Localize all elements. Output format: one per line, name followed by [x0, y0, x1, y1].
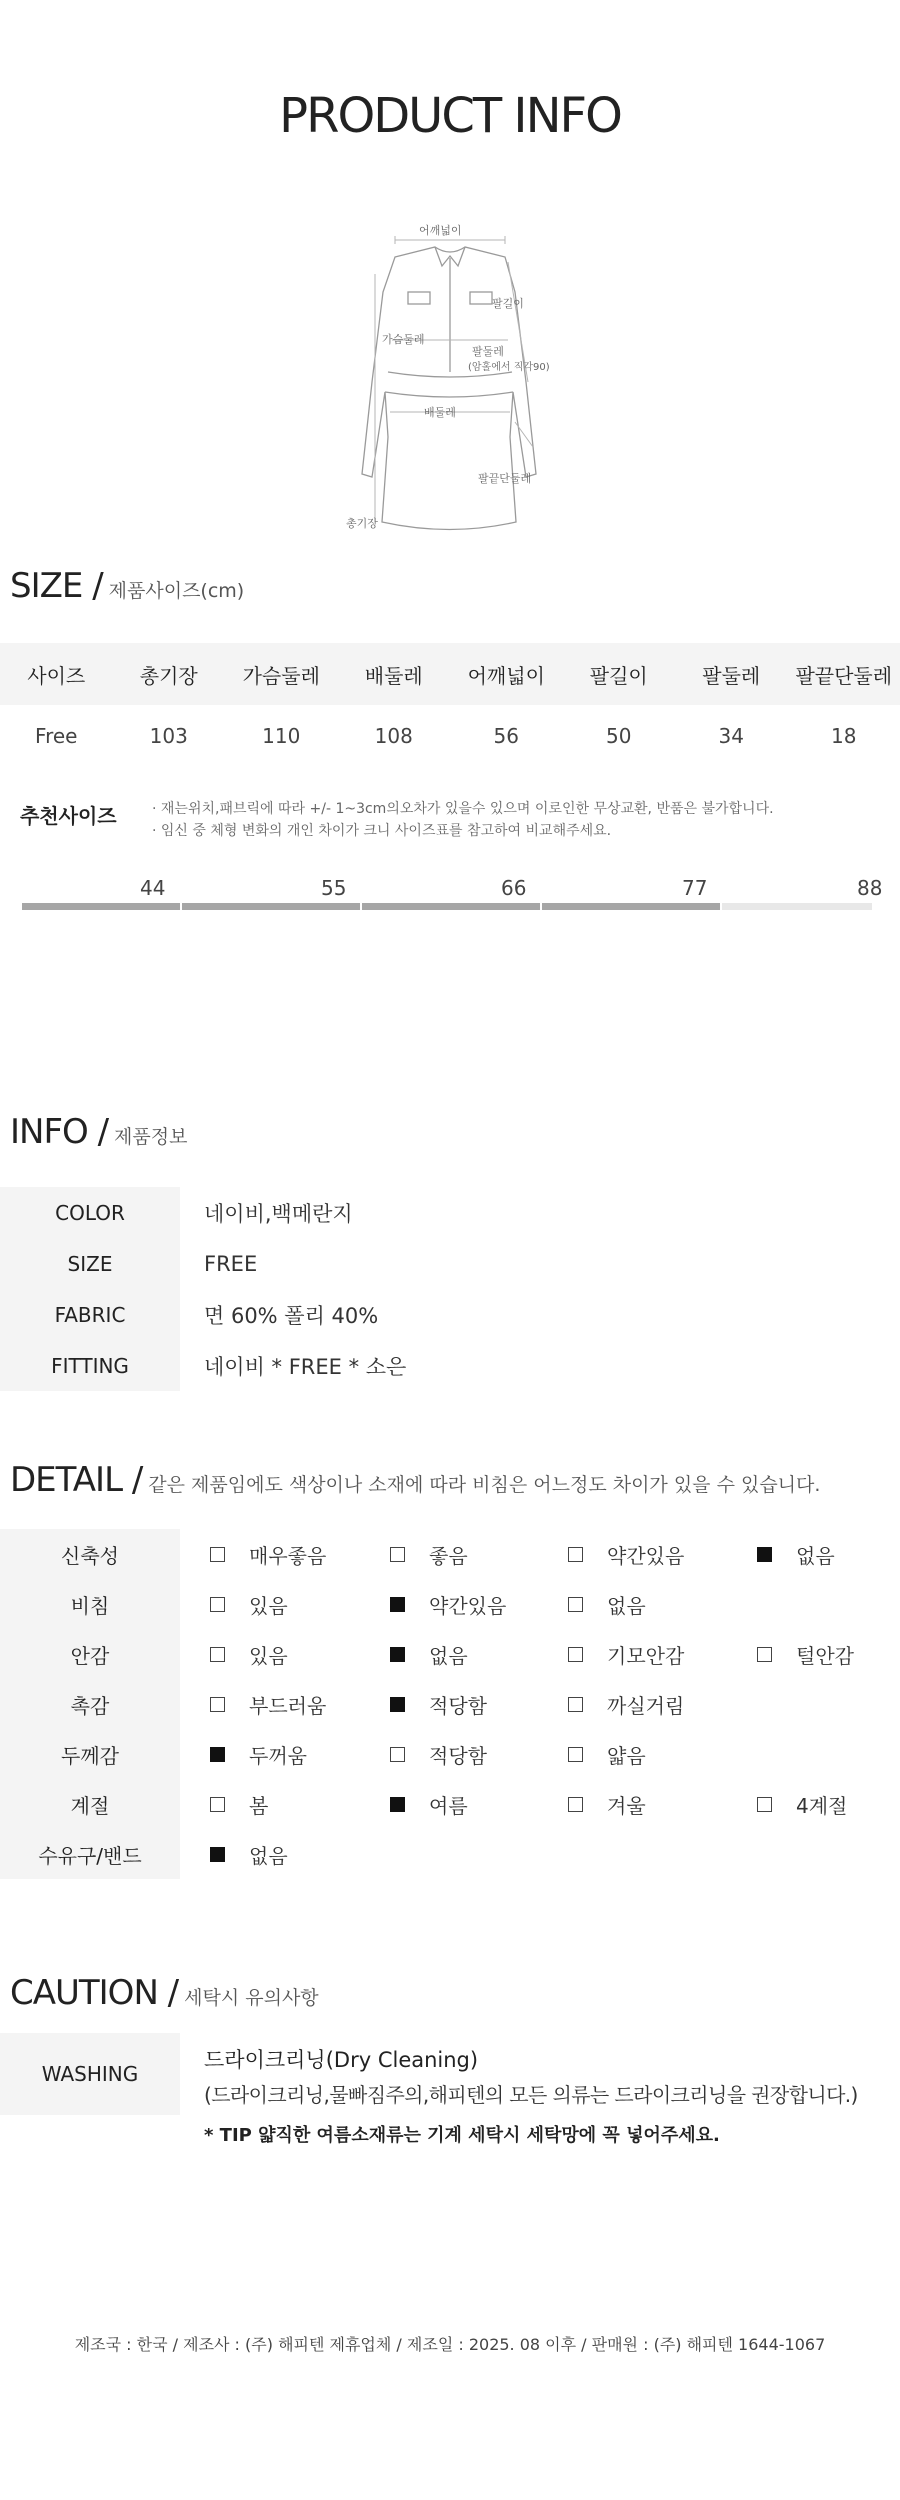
detail-row-nursing-band [0, 1829, 900, 1879]
option-label: 없음 [607, 1593, 646, 1618]
detail-key: 계절 [0, 1779, 180, 1829]
checkbox-icon [390, 1547, 405, 1562]
label-total: 총기장 [346, 517, 378, 530]
detail-option[interactable] [390, 1729, 487, 1779]
detail-section-title: DETAIL / [10, 1460, 143, 1500]
checkbox-icon [390, 1747, 405, 1762]
detail-row-texture [0, 1679, 900, 1729]
scale-bar-segment [722, 903, 872, 910]
washing-note: (드라이크리닝,물빠짐주의,해피텐의 모든 의류는 드라이크리닝을 권장합니다.) [204, 2083, 858, 2107]
option-label: 적당함 [429, 1743, 487, 1768]
info-key: FITTING [0, 1340, 180, 1391]
detail-option[interactable] [390, 1629, 468, 1679]
checkbox-icon [757, 1647, 772, 1662]
detail-option[interactable] [210, 1629, 288, 1679]
detail-section-subtitle: 같은 제품임에도 색상이나 소재에 따라 비침은 어느정도 차이가 있을 수 있습니다. [148, 1474, 821, 1496]
detail-key: 신축성 [0, 1529, 180, 1579]
info-section-subtitle: 제품정보 [114, 1126, 188, 1148]
size-cell: 50 [606, 724, 632, 748]
label-sleeve-length: 팔길이 [492, 297, 524, 310]
checkbox-icon [210, 1697, 225, 1712]
detail-option[interactable] [390, 1529, 468, 1579]
size-table-row [0, 705, 900, 767]
size-cell: 103 [149, 724, 188, 748]
option-label: 없음 [429, 1643, 468, 1668]
label-arm-note: (암홀에서 직각90) [468, 362, 550, 373]
checkbox-icon [210, 1547, 225, 1562]
checkbox-icon [568, 1797, 583, 1812]
caution-section-title: CAUTION / [10, 1973, 179, 2013]
detail-option[interactable] [210, 1829, 288, 1879]
info-section-title: INFO / [10, 1112, 109, 1152]
detail-row-lining [0, 1629, 900, 1679]
size-header-cell: 배둘레 [364, 663, 423, 688]
option-label: 적당함 [429, 1693, 487, 1718]
washing-key: WASHING [0, 2033, 180, 2115]
recommend-note: · 임신 중 체형 변화의 개인 차이가 크니 사이즈표를 참고하여 비교해주세요. [152, 823, 612, 839]
checkbox-icon [568, 1597, 583, 1612]
info-key: COLOR [0, 1187, 180, 1238]
detail-option[interactable] [390, 1579, 506, 1629]
info-row-size [0, 1238, 900, 1289]
checkbox-icon [568, 1647, 583, 1662]
checkbox-icon [568, 1547, 583, 1562]
size-cell: 34 [718, 724, 744, 748]
size-cell: 108 [374, 724, 413, 748]
size-cell: Free [35, 724, 78, 748]
recommend-size-label: 추천사이즈 [20, 804, 117, 828]
scale-bar-segment [182, 903, 360, 910]
option-label: 없음 [249, 1843, 288, 1868]
label-waist: 배둘레 [424, 406, 456, 419]
detail-section-header [10, 1460, 820, 1500]
washing-method: 드라이크리닝(Dry Cleaning) [204, 2048, 479, 2072]
size-cell: 18 [831, 724, 857, 748]
detail-option[interactable] [568, 1679, 684, 1729]
checkbox-icon [210, 1597, 225, 1612]
scale-label: 77 [682, 876, 708, 900]
info-value: FREE [204, 1251, 258, 1276]
detail-key: 비침 [0, 1579, 180, 1629]
footer-manufacturer-info: 제조국 : 한국 / 제조사 : (주) 해피텐 제휴업체 / 제조일 : 2025. 08 이후 / 판매원 : (주) 해피텐 1644-1067 [74, 2335, 826, 2354]
size-table-header [0, 643, 900, 705]
info-value: 면 60% 폴리 40% [204, 1303, 379, 1328]
option-label: 두꺼움 [249, 1743, 307, 1768]
detail-key: 안감 [0, 1629, 180, 1679]
detail-option[interactable] [568, 1579, 646, 1629]
detail-row-sheer [0, 1579, 900, 1629]
option-label: 부드러움 [249, 1693, 327, 1718]
scale-label: 55 [321, 876, 347, 900]
scale-bar-segment [542, 903, 720, 910]
option-label: 약간있음 [429, 1593, 507, 1618]
checkbox-icon [390, 1697, 405, 1712]
size-header-cell: 어깨넓이 [467, 663, 545, 688]
scale-label: 88 [857, 876, 883, 900]
option-label: 얇음 [607, 1743, 646, 1768]
detail-option[interactable] [568, 1529, 684, 1579]
checkbox-icon [390, 1597, 405, 1612]
option-label: 봄 [249, 1793, 269, 1818]
detail-option[interactable] [210, 1529, 326, 1579]
detail-option[interactable] [390, 1679, 487, 1729]
option-label: 매우좋음 [249, 1543, 327, 1568]
size-header-cell: 가슴둘레 [242, 663, 320, 688]
size-cell: 56 [493, 724, 519, 748]
detail-key: 수유구/밴드 [0, 1829, 180, 1879]
detail-row-thickness [0, 1729, 900, 1779]
detail-option[interactable] [568, 1779, 646, 1829]
detail-option[interactable] [210, 1779, 268, 1829]
detail-option[interactable] [210, 1579, 288, 1629]
detail-row-stretch [0, 1529, 900, 1579]
option-label: 있음 [249, 1593, 288, 1618]
option-label: 없음 [796, 1543, 835, 1568]
option-label: 여름 [429, 1793, 468, 1818]
label-shoulder: 어깨넓이 [419, 224, 462, 237]
label-cuff: 팔끝단둘레 [478, 472, 532, 485]
detail-key: 두께감 [0, 1729, 180, 1779]
checkbox-icon [210, 1797, 225, 1812]
checkbox-icon [390, 1797, 405, 1812]
scale-label: 44 [140, 876, 166, 900]
info-value: 네이비 * FREE * 소은 [204, 1354, 407, 1379]
label-arm: 팔둘레 [472, 345, 504, 358]
option-label: 좋음 [429, 1543, 468, 1568]
detail-option[interactable] [757, 1629, 854, 1679]
washing-tip: * TIP 얇직한 여름소재류는 기계 세탁시 세탁망에 꼭 넣어주세요. [204, 2125, 720, 2146]
size-section-subtitle: 제품사이즈(cm) [108, 580, 245, 602]
page-title: PRODUCT INFO [279, 88, 621, 144]
checkbox-icon [757, 1797, 772, 1812]
size-header-cell: 사이즈 [27, 663, 86, 688]
option-label: 까실거림 [607, 1693, 685, 1718]
detail-option[interactable] [757, 1779, 847, 1829]
checkbox-icon [210, 1647, 225, 1662]
scale-label: 66 [501, 876, 527, 900]
caution-section-subtitle: 세탁시 유의사항 [184, 1987, 319, 2009]
checkbox-icon [210, 1847, 225, 1862]
size-section-header [10, 566, 244, 606]
info-row-color [0, 1187, 900, 1238]
recommend-note: · 재는위치,패브릭에 따라 +/- 1~3cm의오차가 있을수 있으며 이로인한 무상교환, 반품은 불가합니다. [152, 801, 774, 817]
detail-option[interactable] [210, 1729, 307, 1779]
option-label: 기모안감 [607, 1643, 685, 1668]
option-label: 있음 [249, 1643, 288, 1668]
info-key: FABRIC [0, 1289, 180, 1340]
garment-size-diagram [330, 222, 580, 532]
detail-option[interactable] [757, 1529, 835, 1579]
size-header-cell: 팔끝단둘레 [795, 663, 893, 688]
size-header-cell: 팔길이 [589, 663, 648, 688]
checkbox-icon [568, 1747, 583, 1762]
checkbox-icon [757, 1547, 772, 1562]
detail-key: 촉감 [0, 1679, 180, 1729]
caution-section-header [10, 1973, 319, 2013]
info-section-header [10, 1112, 187, 1152]
option-label: 약간있음 [607, 1543, 685, 1568]
option-label: 털안감 [796, 1643, 854, 1668]
option-label: 겨울 [607, 1793, 646, 1818]
checkbox-icon [390, 1647, 405, 1662]
info-value: 네이비,백메란지 [204, 1201, 353, 1226]
label-chest: 가슴둘레 [382, 333, 425, 346]
info-row-fitting [0, 1340, 900, 1391]
checkbox-icon [210, 1747, 225, 1762]
option-label: 4계절 [796, 1793, 848, 1818]
detail-option[interactable] [568, 1629, 684, 1679]
size-section-title: SIZE / [10, 566, 103, 606]
info-row-fabric [0, 1289, 900, 1340]
size-header-cell: 팔둘레 [702, 663, 761, 688]
info-key: SIZE [0, 1238, 180, 1289]
scale-bar-segment [362, 903, 540, 910]
detail-option[interactable] [210, 1679, 326, 1729]
detail-row-season [0, 1779, 900, 1829]
detail-option[interactable] [390, 1779, 468, 1829]
scale-bar-segment [22, 903, 180, 910]
size-header-cell: 총기장 [139, 663, 198, 688]
checkbox-icon [568, 1697, 583, 1712]
detail-option[interactable] [568, 1729, 646, 1779]
size-cell: 110 [262, 724, 301, 748]
